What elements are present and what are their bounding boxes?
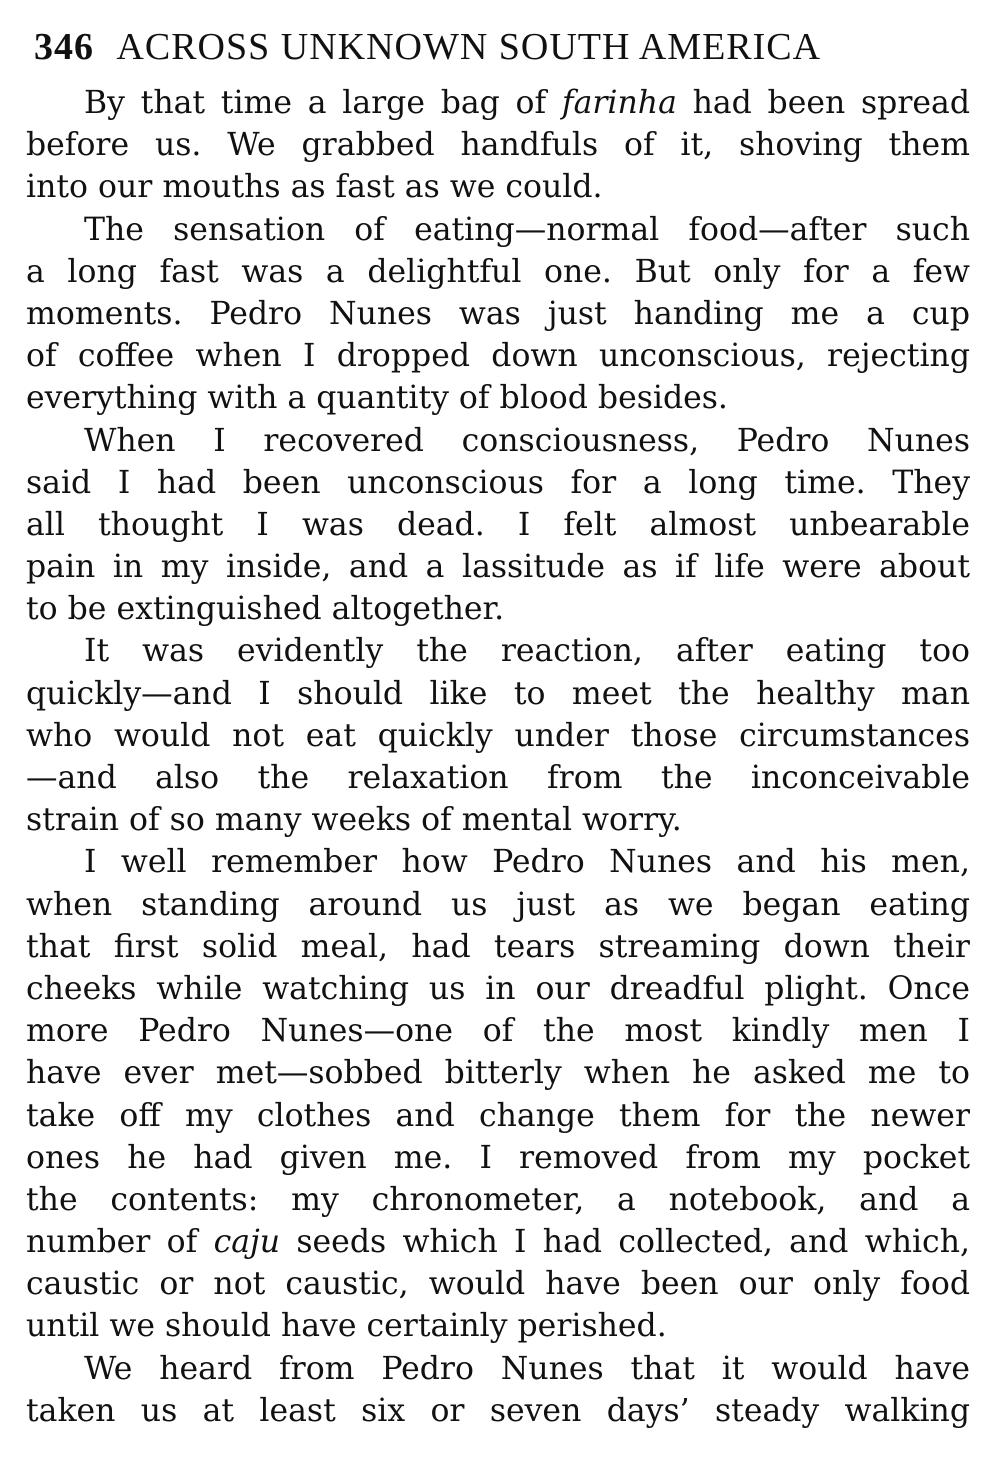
text-line [26, 1390, 970, 1432]
text-run: ones he had given me. I removed from my pocket [26, 1139, 970, 1176]
text-run: the contents: my chronometer, a notebook, and a [26, 1181, 970, 1218]
text-line [26, 377, 970, 419]
text-run: By that time a large bag of [84, 85, 562, 121]
text-line [26, 504, 970, 546]
text-run: into our mouths as fast as we could. [26, 169, 603, 206]
text-run: It was evidently the reaction, after eating too [84, 633, 970, 670]
text-line [26, 1348, 970, 1390]
text-run: everything with a quantity of blood besides. [26, 380, 728, 417]
text-run: cheeks while watching us in our dreadful plight. Once [26, 970, 970, 1007]
text-run: said I had been unconscious for a long time. They [26, 464, 970, 501]
text-run: quickly—and I should like to meet the healthy man [26, 675, 970, 712]
text-line [26, 1305, 970, 1347]
text-line [26, 715, 970, 757]
text-line [26, 82, 970, 124]
text-line [26, 841, 970, 883]
text-run: pain in my inside, and a lassitude as if life were about [26, 549, 970, 586]
text-line [26, 799, 970, 841]
text-line [26, 1052, 970, 1094]
text-line [26, 251, 970, 293]
text-run: have ever met—sobbed bitterly when he asked me to [26, 1055, 970, 1092]
text-run: until we should have certainly perished. [26, 1308, 667, 1345]
text-run: The sensation of eating—normal food—after such [84, 211, 970, 248]
text-line [26, 630, 970, 672]
italic-word: farinha [561, 85, 677, 121]
text-line [26, 1179, 970, 1221]
text-run: who would not eat quickly under those circumstances [26, 717, 970, 754]
text-line [26, 1137, 970, 1179]
book-title: ACROSS UNKNOWN SOUTH AMERICA [116, 26, 822, 68]
text-line [26, 926, 970, 968]
page-number: 346 [34, 26, 94, 68]
text-line [26, 1263, 970, 1305]
text-run: more Pedro Nunes—one of the most kindly men I [26, 1013, 970, 1050]
text-run: number of [26, 1224, 214, 1261]
text-line [26, 124, 970, 166]
running-head [34, 22, 964, 72]
text-line [26, 757, 970, 799]
text-run: taken us at least six or seven days’ steady walking [26, 1392, 970, 1429]
text-run: of coffee when I dropped down unconscious, rejecting [26, 338, 970, 375]
text-line [26, 166, 970, 208]
text-run: before us. We grabbed handfuls of it, shoving them [26, 127, 970, 164]
text-run: that first solid meal, had tears streaming down their [26, 928, 970, 965]
text-run: had been spread [676, 85, 970, 121]
text-run: all thought I was dead. I felt almost unbearable [26, 506, 970, 543]
text-line [26, 588, 970, 630]
text-run: strain of so many weeks of mental worry. [26, 802, 682, 839]
text-line [26, 1221, 970, 1263]
text-line [26, 673, 970, 715]
italic-word: caju [213, 1224, 281, 1261]
text-run: when standing around us just as we began eating [26, 886, 970, 923]
text-run: caustic or not caustic, would have been our only food [26, 1266, 970, 1303]
text-line [26, 1095, 970, 1137]
text-run: seeds which I had collected, and which, [280, 1224, 970, 1261]
text-line [26, 335, 970, 377]
text-line [26, 546, 970, 588]
text-line [26, 293, 970, 335]
text-line [26, 1010, 970, 1052]
text-line [26, 420, 970, 462]
text-run: We heard from Pedro Nunes that it would have [84, 1350, 970, 1387]
body-text [26, 82, 970, 1432]
text-line [26, 209, 970, 251]
text-run: take off my clothes and change them for the newer [26, 1097, 970, 1134]
text-run: a long fast was a delightful one. But only for a few [26, 253, 970, 290]
text-line [26, 968, 970, 1010]
text-run: —and also the relaxation from the inconceivable [26, 760, 970, 796]
text-line [26, 884, 970, 926]
text-run: moments. Pedro Nunes was just handing me a cup [26, 295, 970, 332]
text-run: to be extinguished altogether. [26, 591, 505, 628]
text-run: When I recovered consciousness, Pedro Nunes [84, 422, 970, 459]
text-run: I well remember how Pedro Nunes and his men, [84, 844, 970, 881]
text-line [26, 462, 970, 504]
